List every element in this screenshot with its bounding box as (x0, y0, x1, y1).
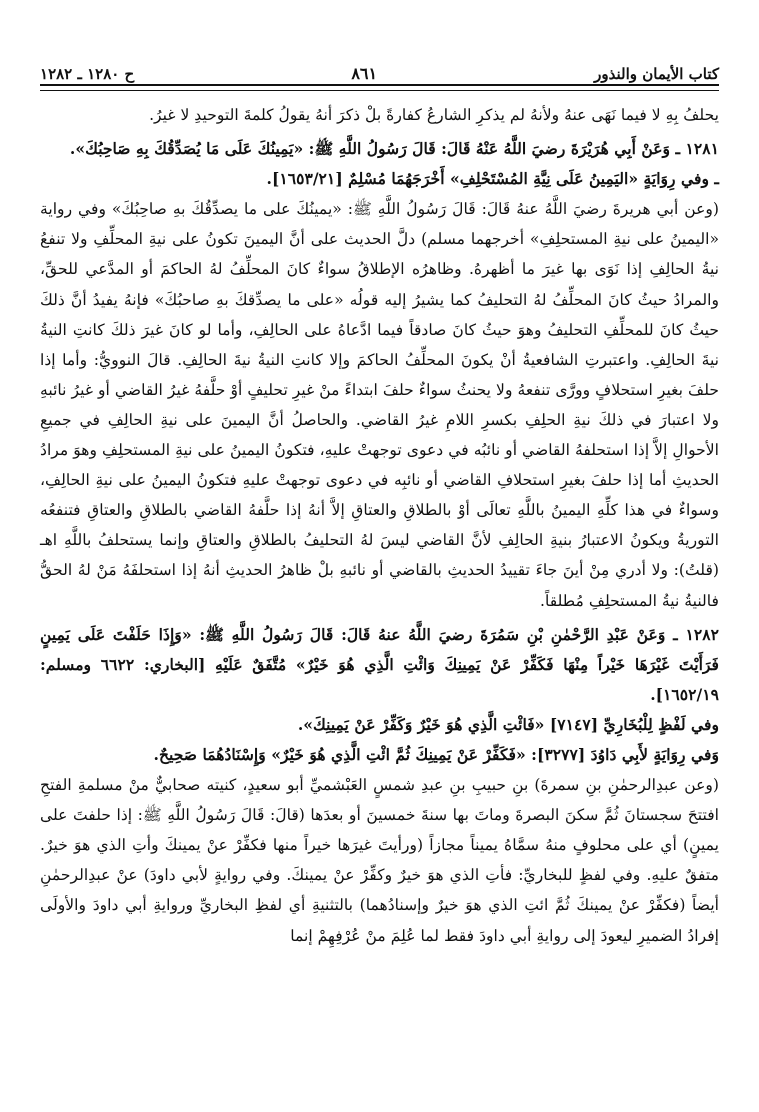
hadith-1281-variant (40, 164, 719, 194)
hadith-1282-abudawud (40, 740, 719, 770)
commentary-1281 (40, 194, 719, 615)
hadith-variant-text: وَفي رِوَايَةٍ لأَبِي دَاوُدَ [٣٢٧٧]: «فَكَفِّرْ عَنْ يَمِينِكَ ثُمَّ ائْتِ الَّذِي هُوَ خَيْرٌ» وَإِسْنَادُهُمَا صَحِيحٌ. (153, 744, 719, 764)
hadith-variant-text: ـ وفي رِوَايَةٍ «اليَمِينُ عَلَى نِيَّةِ المُسْتَحْلِفِ» أَخْرَجَهُمَا مُسْلِمٌ [١٦٥٣/٢١]. (266, 169, 719, 189)
commentary-text: (وعن عبدِالرحمٰنِ بنِ سمرةَ) بنِ حبيبِ بنِ عبدِ شمسٍ العَبْشميِّ أبو سعيدٍ، كنيته صحابيٌّ منْ مسلمةِ الفتحِ افتتحَ سجستانَ ثُمَّ سكنَ البصرةَ وماتَ بها سنةَ خمسينَ أو بعدَها (قالَ: قَالَ رَسُولُ اللَّهِ ﷺ: إذا حلفتَ على يمينٍ) أي على محلوفٍ منهُ سمَّاهُ يميناً مجازاً (ورأيتَ غيرَها خيراً منها فكفِّرْ عنْ يمينكَ وأتِ الذي هوَ خيرٌ. متفقٌ عليهِ. وفي لفظٍ للبخاريِّ: فأتِ الذي هوَ خيرٌ وكفِّرْ عنْ يمينكَ. وفي روايةٍ لأبي داودَ) عنْ عبدِالرحمٰنِ أيضاً (فكفِّرْ عنْ يمينكَ ثُمَّ ائتِ الذي هوَ خيرٌ وإسنادُهما) بالتثنيةِ أي لفظِ البخاريِّ وروايةِ أبي داودَ والأولَى إفرادُ الضميرِ ليعودَ إلى روايةِ أبي داودَ فقط لما عُلِمَ منْ عُرْفِهِمْ إنما (40, 776, 719, 945)
hadith-text: ـ وَعَنْ عَبْدِ الرَّحْمٰنِ بْنِ سَمُرَةَ رضيَ اللَّهُ عنهُ قَالَ: قَالَ رَسُولُ اللَّهِ ﷺ: «وَإِذَا حَلَفْتَ عَلَى يَمِينٍ فَرَأَيْتَ غَيْرَهَا خَيْراً مِنْهَا فَكَفِّرْ عَنْ يَمِينِكَ وَائْتِ الَّذِي هُوَ خَيْرٌ» مُتَّفَقٌ عَلَيْهِ [البخاري: ٦٦٢٢ ومسلم: ١٦٥٢/١٩]. (40, 624, 719, 704)
hadith-1281 (40, 134, 719, 164)
hadith-1282-bukhari (40, 710, 719, 740)
commentary-1282 (40, 770, 719, 951)
paragraph-text: يحلفُ بِهِ لا فيما نَهَى عنهُ ولأنهُ لم يذكرِ الشارعُ كفارةً بلْ ذكرَ أنهُ يقولُ كلمةَ التوحيدِ لا غيرُ. (149, 106, 719, 124)
hadith-1282 (40, 620, 719, 710)
page-number: ٨٦١ (351, 64, 378, 83)
header-rule (40, 84, 719, 91)
hadith-text: ـ وَعَنْ أَبِي هُرَيْرَةَ رضيَ اللَّهُ عَنْهُ قَالَ: قَالَ رَسُولُ اللَّهِ ﷺ: «يَمِينُكَ عَلَى مَا يُصَدِّقُكَ بِهِ صَاحِبُكَ». (69, 139, 686, 159)
hadith-variant-text: وفي لَفْظٍ لِلْبُخَارِيِّ [٧١٤٧] «فَائْتِ الَّذِي هُوَ خَيْرٌ وَكَفِّرْ عَنْ يَمِينِكَ». (297, 714, 719, 734)
hadith-number: ١٢٨١ (685, 139, 719, 159)
page-body (40, 100, 719, 1092)
hadith-number: ١٢٨٢ (685, 624, 719, 644)
commentary-text: (وعن أبي هريرةَ رضيَ اللَّهُ عنهُ قَالَ: قَالَ رَسُولُ اللَّهِ ﷺ: «يمينُكَ على ما يصدِّقُكَ بهِ صاحِبُكَ» وفي رواية «اليمينُ على نيةِ المستحلِفِ» أخرجهما مسلم) دلَّ الحديث على أنَّ اليمينَ تكونُ على نيةِ المحلِّفِ ولا تنفعُ نيةُ الحالِفِ إذا نَوَى بها غيرَ ما أظهرهُ. وظاهرُه الإطلاقُ سواءٌ كانَ المحلِّفُ لهُ الحاكمَ أو المدَّعي للحقِّ، والمرادُ حيثُ كانَ المحلِّفُ لهُ التحليفُ كما يشيرُ إليه قولُه «على ما يصدِّقكَ بهِ صاحبُكَ» فإنهُ يفيدُ أنَّ ذلكَ حيثُ كانَ للمحلِّفِ التحليفُ وهوَ حيثُ كانَ صادقاً فيما ادَّعاهُ على الحالِفِ، وأما لو كانَ غيرَ ذلكَ كانتِ النيةُ نيةَ الحالِفِ. واعتبرتِ الشافعيةُ أنْ يكونَ المحلِّفُ الحاكمَ وإلا كانتِ النيةُ نيةَ الحالِفِ. قالَ النوويُّ: وأما إذا حلفَ بغيرِ استحلافٍ وورَّى تنفعهُ ولا يحنثُ سواءٌ حلفَ ابتداءً منْ غيرِ تحليفٍ أوْ حلَّفهُ غيرُ القاضي أو غيرُ نائبهِ ولا اعتبارَ في ذلكَ نيةِ الحلِفِ بكسرِ اللامِ غيرُ القاضي. والحاصلُ أنَّ اليمينَ على نيةِ الحالِفِ في جميعِ الأحوالِ إلاَّ إذا استحلفهُ القاضي أو نائبُه في دعوى توجهتْ عليهِ، فتكونُ اليمينُ على نيةِ المستحلِفِ وهوَ مرادُ الحديثِ أما إذا حلفَ بغيرِ استحلافِ القاضي أو نائبِه في دعوى توجهتْ عليهِ فتكونُ اليمينُ على نيةِ الحالِفِ، وسواءٌ في هذا كلِّهِ اليمينُ باللَّهِ تعالَى أوْ بالطلاقِ والعتاقِ إلاَّ أنهُ إذا حلَّفهُ القاضي بالطلاقِ والعتاقِ فتنفعُه التوريةُ ويكونُ الاعتبارُ بنيةِ الحالِفِ لأنَّ القاضي ليسَ لهُ التحليفُ بالطلاقِ والعتاقِ وإنما يستحلفُ باللَّهِ اهـ (قلتُ): ولا أدري مِنْ أينَ جاءَ تقييدُ الحديثِ بالقاضي أو نائبهِ بلْ ظاهرُ الحديثِ أنهُ إذا استحلفَهُ مَنْ لهُ الحقُّ فالنيةُ نيةُ المستحلِفِ مُطلقاً. (40, 200, 719, 610)
book-title: كتاب الأيمان والنذور (594, 65, 719, 83)
paragraph-intro (40, 100, 719, 130)
hadith-range: ح ١٢٨٠ ـ ١٢٨٢ (40, 65, 135, 83)
page-header (40, 52, 719, 82)
